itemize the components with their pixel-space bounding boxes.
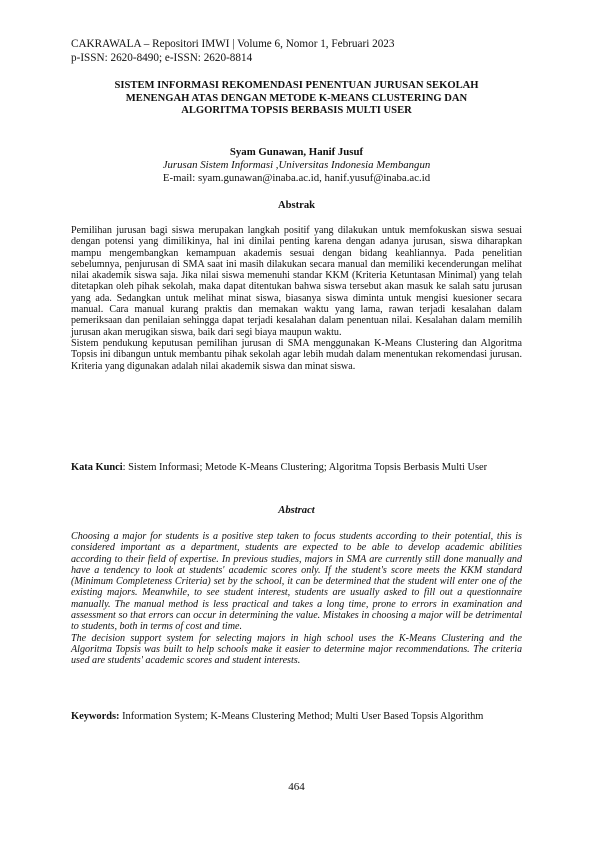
abstract-paragraph: Choosing a major for students is a positive step taken to focus students according to their potential, this is considered important as a department, students are expected to be able to develop academic abilities according to their field of expertise. In previous studies, majors in SMA are currently still done manually and have a tendency to look at students' academic scores only. If the student's score meets the KKM standard (Minimum Completeness Criteria) set by the school, it can be determined that the student will enter one of the existing majors. Meanwhile, to see student interest, students are usually asked to fill out a questionnaire manually. The manual method is less practical and takes a long time, prone to errors in examination and assessment so that errors can occur in determining the value. Mistakes in choosing a major will be detrimental to students, both in terms of cost and time. [71,531,522,633]
title-line: ALGORITMA TOPSIS BERBASIS MULTI USER [181,105,412,117]
author-block [71,146,522,184]
author-names: Syam Gunawan, Hanif Jusuf [229,146,364,158]
abstract-heading: Abstract [278,505,315,516]
kata-kunci-label: Kata Kunci [71,462,123,473]
author-affiliation: Jurusan Sistem Informasi ,Universitas Indonesia Membangun [162,158,431,171]
keywords-text: Information System; K-Means Clustering Method; Multi User Based Topsis Algorithm [119,711,484,722]
abstract-body [71,531,522,667]
abstrak-heading: Abstrak [277,200,316,211]
title-line: MENENGAH ATAS DENGAN METODE K-MEANS CLUSTERING DAN [125,92,468,104]
abstrak-paragraph: Pemilihan jurusan bagi siswa merupakan langkah positif yang dilakukan untuk memfokuskan siswa sesuai dengan potensi yang dimilikinya, hal ini dinilai penting karena dengan adanya jurusan, siswa diharapkan mampu mengembangkan kemampuan akademis sesuai dengan bidang keahliannya. Pada penelitian sebelumnya, penjurusan di SMA saat ini masih dilakukan secara manual dan memiliki kecenderungan melihat nilai akademik siswa saja. Jika nilai siswa memenuhi standar KKM (Kriteria Ketuntasan Minimal) yang telah ditetapkan oleh pihak sekolah, maka dapat ditentukan bahwa siswa tersebut akan masuk ke salah satu jurusan yang ada. Sedangkan untuk melihat minat siswa, biasanya siswa diminta untuk mengisi kuesioner secara manual. Cara manual kurang praktis dan memakan waktu yang lama, rawan terjadi kesalahan dalam pemeriksaan dan penilaian sehingga dapat terjadi kesalahan dalam penentuan nilai. Kesalahan dalam memilih jurusan akan merugikan siswa, baik dari segi biaya maupun waktu. [71,225,522,338]
kata-kunci-text: : Sistem Informasi; Metode K-Means Clustering; Algoritma Topsis Berbasis Multi User [122,462,488,473]
keywords [71,711,522,723]
paper-title [71,80,522,118]
title-line: SISTEM INFORMASI REKOMENDASI PENENTUAN JURUSAN SEKOLAH [114,80,479,91]
abstract-paragraph: The decision support system for selecting majors in high school uses the K-Means Clustering and the Algoritma Topsis was built to help schools make it easier to determine major recommendations. The criteria used are students' academic scores and student interests. [71,632,522,667]
page-number: 464 [288,781,305,793]
journal-header [71,37,394,65]
abstrak-body [71,225,522,372]
kata-kunci [71,462,522,474]
keywords-label: Keywords: [71,711,120,722]
author-email: E-mail: syam.gunawan@inaba.ac.id, hanif.yusuf@inaba.ac.id [162,171,431,184]
abstrak-paragraph: Sistem pendukung keputusan pemilihan jurusan di SMA menggunakan K-Means Clustering dan Algoritma Topsis ini dibangun untuk membantu pihak sekolah agar lebih mudah dalam menentukan rekomendasi jurusan. Kriteria yang digunakan adalah nilai akademik siswa dan minat siswa. [71,337,522,372]
journal-issn: p-ISSN: 2620-8490; e-ISSN: 2620-8814 [71,52,253,64]
journal-citation: CAKRAWALA – Repositori IMWI | Volume 6, Nomor 1, Februari 2023 [71,38,395,50]
